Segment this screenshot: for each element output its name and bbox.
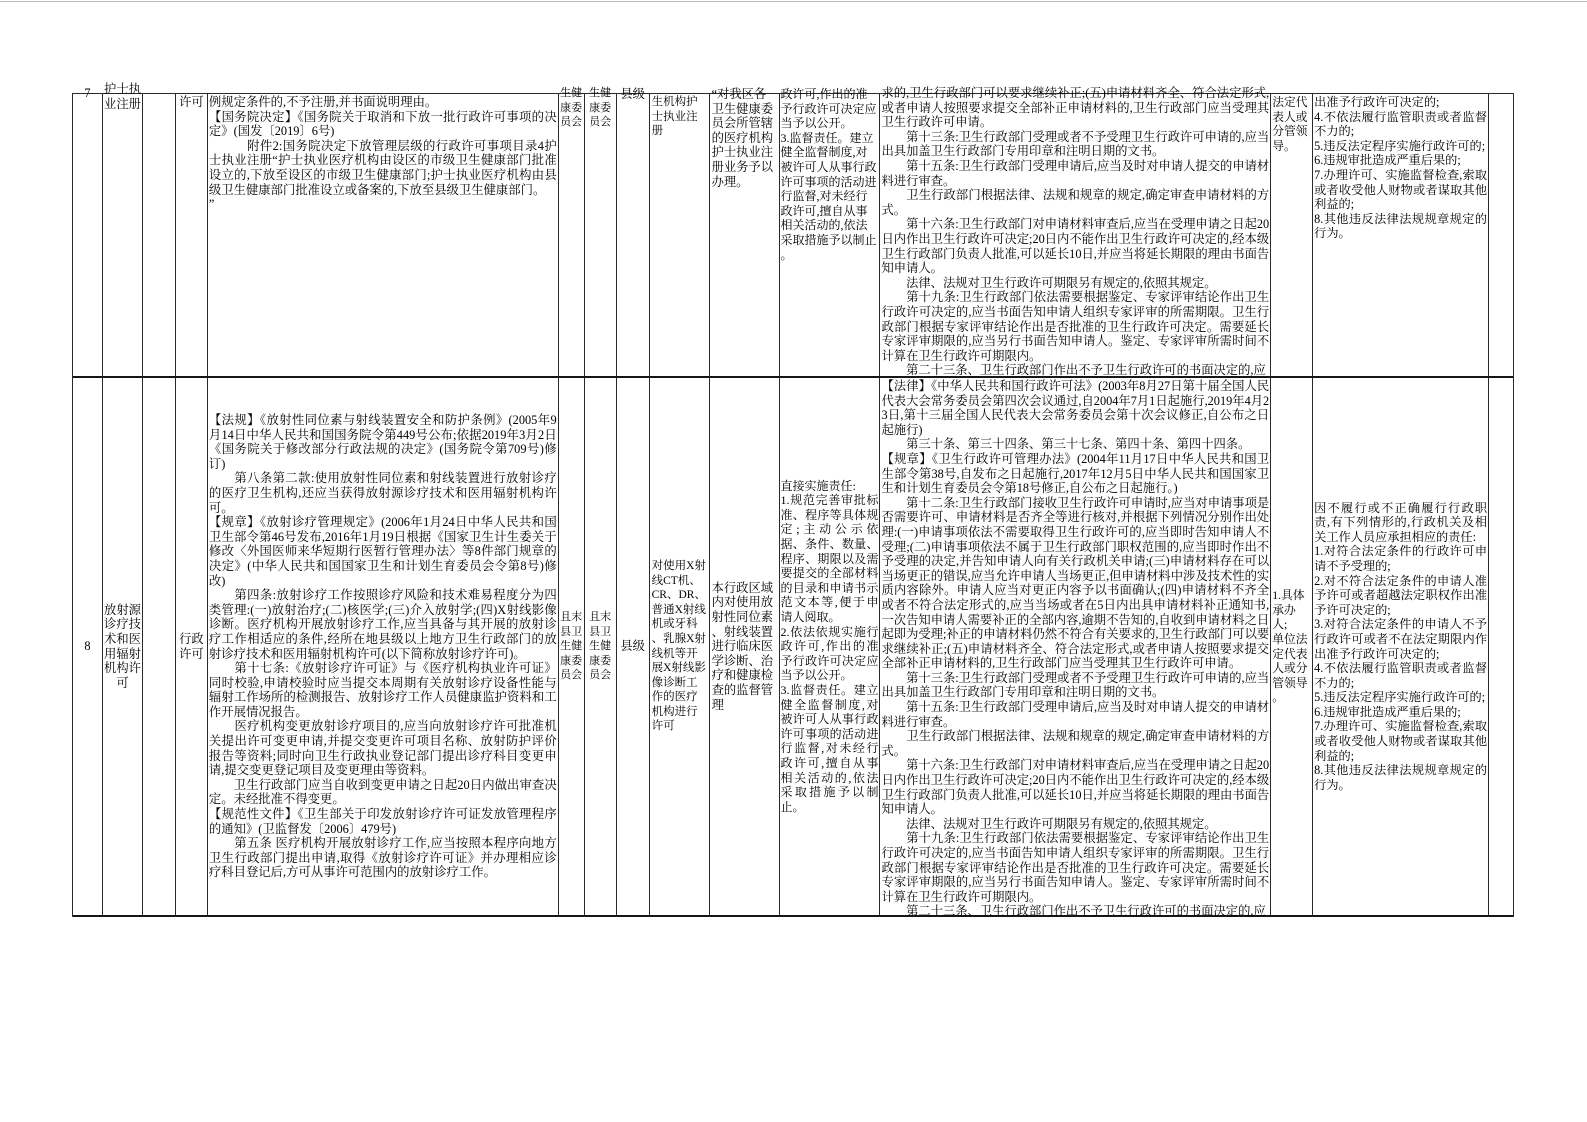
cell-accountability-basis: [880, 86, 1271, 378]
cell-implementing-agency: [559, 378, 585, 915]
cell-duty-items: [780, 87, 881, 376]
supervision-scope-text: “对我区各 卫生健康委 员会所管辖 的医疗机构 护士执业注 册业务予以 办理。: [711, 87, 774, 189]
exercising-agency-text: 生健 康委 员会: [589, 87, 612, 129]
legal-basis-text: 例规定条件的,不予注册,并书面说明理由。 【国务院决定】《国务院关于取消和下放一批行政许可事项的决定》(国发〔2019〕6号) 附件2:国务院决定下放管理层级的行政许可事项目录4护士执业注册“护士执业医疗机构由设区的市级卫生健康部门批准设立的,下放至设区的市级卫生健康部门;护士执业医疗机构由县级卫生健康部门批准设立或备案的,下放至县级卫生健康部门。 ”: [208, 95, 557, 212]
item-name-text: 放射源 诊疗技 术和医 用辐射 机构许 可: [104, 602, 141, 690]
accountability-situations-text: 因不履行或不正确履行行政职责,有下列情形的,行政机关及相关工作人员应承担相应的责任: 1.对符合法定条件的行政许可申请不予受理的; 2.对不符合法定条件的申请人准予许可或者超越法定职权作出准予许可决定的; 3.对符合法定条件的申请人不予行政许可或者不在法定期限内作出准予行政许可决定的; 4.不依法履行监管职责或者监督不力的; 5.违反法定程序实施行政许可的; 6.违规审批造成严重后果的; 7.办理许可、实施监督检查,索取或者收受他人财物或者谋取其他利益的; 8.其他违反法律法规规章规定的行为。: [1314, 500, 1488, 792]
row-number-text: 8: [84, 639, 91, 654]
accountability-situations-text: 出准予行政许可决定的; 4.不依法履行监管职责或者监督不力的; 5.违反法定程序实施行政许可的; 6.违规审批造成严重后果的; 7.办理许可、实施监督检查,索取或者收受他人财物或者谋取其他利益的; 8.其他违反法律法规规章规定的行为。: [1314, 95, 1488, 241]
cell-supervision-scope: [710, 378, 780, 915]
cell-item-name: [103, 82, 143, 376]
cell-accountability-situations: [1313, 94, 1489, 376]
row-number-text: 7: [84, 86, 91, 100]
licensing-items-table: [72, 82, 1514, 919]
cell-accountability-situations: [1313, 378, 1489, 915]
permit-scope-text: 生机构护 士执业注 册: [651, 96, 698, 138]
table-row-7: [73, 82, 1513, 378]
cell-row-number: [73, 378, 103, 915]
cell-responsible-persons: [1271, 378, 1313, 915]
cell-permit-scope: [650, 378, 710, 915]
cell-duty-items: [780, 378, 881, 915]
cell-supervision-scope: [710, 87, 780, 376]
cell-permit-scope: [650, 94, 710, 376]
cell-item-name: [103, 378, 143, 915]
cell-level: [617, 378, 650, 915]
page-top-rule: [0, 1, 1587, 2]
duty-items-text: 政许可,作出的准 予行政许可决定应 当予以公开。 3.监督责任。建立 健全监督制度,对 被许可人从事行政 许可事项的活动进 行监督,对未经行 政许可,擅自从事 相关活动的,依法 采取措施予以制止 。: [780, 87, 877, 262]
cell-permit-type: [176, 94, 208, 376]
accountability-basis-text: 【法律】《中华人民共和国行政许可法》(2003年8月27日第十届全国人民代表大会常务委员会第四次会议通过,自2004年7月1日起施行,2019年4月23日,第十三届全国人民代表大会常务委员会第十次会议修正,自公布之日起施行) 第三十条、第三十四条、第三十七条、第四十条、第四十四条。 【规章】《卫生行政许可管理办法》(2004年11月17日中华人民共和国卫生部令第38号,自发布之日起施行,2017年12月5日中华人民共和国国家卫生和计划生育委员会令第18号修正,自公布之日起施行。) 第十二条:卫生行政部门接收卫生行政许可申请时,应当对申请事项是否需要许可、申请材料是否齐全等进行核对,并根据下列情况分别作出处理:(一)申请事项依法不需要取得卫生行政许可的,应当即时告知申请人不受理;(二)申请事项依法不属于卫生行政部门职权范围的,应当即时作出不予受理的决定,并告知申请人向有关行政机关申请;(三)申请材料存在可以当场更正的错误,应当允许申请人当场更正,但申请材料中涉及技术性的实质内容除外。申请人应当对更正内容予以书面确认;(四)申请材料不齐全或者不符合法定形式的,应当当场或者在5日内出具申请材料补正通知书,一次告知申请人需要补正的全部内容,逾期不告知的,自收到申请材料之日起即为受理;补正的申请材料仍然不符合有关要求的,卫生行政部门可以要求继续补正;(五)申请材料齐全、符合法定形式,或者申请人按照要求提交全部补正申请材料的,卫生行政部门应当受理其卫生行政许可申请。 第十三条:卫生行政部门受理或者不予受理卫生行政许可申请的,应当出具加盖卫生行政部门专用印章和注明日期的文书。 第十五条:卫生行政部门受理申请后,应当及时对申请人提交的申请材料进行审查。 卫生行政部门根据法律、法规和规章的规定,确定审查申请材料的方式。 第十六条:卫生行政部门对申请材料审查后,应当在受理申请之日起20日内作出卫生行政许可决定;20日内不能作出卫生行政许可决定的,经本级卫生行政部门负责人批准,可以延长10日,并应当将延长期限的理由书面告知申请人。 法律、法规对卫生行政许可期限另有规定的,依照其规定。 第十九条:卫生行政部门依法需要根据鉴定、专家评审结论作出卫生行政许可决定的,应当书面告知申请人组织专家评审的所需期限。卫生行政部门根据专家评审结论作出是否批准的卫生行政许可决定。需要延长专家评审期限的,应当另行书面告知申请人。鉴定、专家评审所需时间不计算在卫生行政许可期限内。 第二十三条、卫生行政部门作出不予卫生行政许可的书面决定的,应: [881, 379, 1270, 919]
duty-items-text: 直接实施责任: 1.规范完善审批标准、程序等具体规定;主动公示依据、条件、数量、程序、期限以及需要提交的全部材料的目录和申请书示范文本等,便于申请人阅取。 2.依法依规实施行政许可,作出的准予行政许可决定应当予以公开。 3.监督责任。建立健全监督制度,对被许可人从事行政许可事项的活动进行监督,对未经行政许可,擅自从事相关活动的,依法采取措施予以制止。: [780, 478, 879, 814]
item-name-text: 护士执 业注册: [104, 82, 141, 111]
permit-type-text: 许可: [179, 95, 204, 109]
cell-legal-basis: [208, 378, 559, 915]
cell-exercising-agency: [585, 87, 617, 376]
cell-legal-basis: [208, 94, 559, 376]
exercising-agency-text: 且末 县卫 生健 康委 员会: [589, 611, 612, 682]
implementing-agency-text: 且末 县卫 生健 康委 员会: [560, 611, 583, 682]
responsible-persons-text: 法定代 表人或 分管领 导。: [1272, 95, 1308, 153]
implementing-agency-text: 生健 康委 员会: [560, 87, 583, 129]
cell-remarks: [1489, 94, 1513, 376]
cell-exercising-agency: [585, 378, 617, 915]
supervision-scope-text: 本行政区域 内对使用放 射性同位素 、射线装置 进行临床医 学诊断、治 疗和健康检 查的监督管 理: [711, 580, 774, 712]
permit-type-text: 行政 许可: [179, 631, 204, 661]
level-text: 县级: [620, 639, 645, 654]
cell-blank: [143, 94, 176, 376]
table-row-8: [73, 378, 1513, 917]
level-text: 县级: [620, 87, 645, 101]
cell-accountability-basis: [880, 378, 1271, 919]
responsible-persons-text: 1.具体 承办 人; 单位法 定代表 人或分 管领导 。: [1272, 588, 1308, 705]
cell-responsible-persons: [1271, 94, 1313, 376]
cell-remarks: [1489, 378, 1513, 915]
cell-row-number: [73, 86, 103, 376]
legal-basis-text: 【法规】《放射性同位素与射线装置安全和防护条例》(2005年9月14日中华人民共和国国务院令第449号公布;依据2019年3月2日《国务院关于修改部分行政法规的决定》(国务院令第709号)修订) 第八条第二款:使用放射性同位素和射线装置进行放射诊疗的医疗卫生机构,还应当获得放射源诊疗技术和医用辐射机构许可。 【规章】《放射诊疗管理规定》(2006年1月24日中华人民共和国卫生部令第46号发布,2016年1月19日根据《国家卫生计生委关于修改〈外国医师来华短期行医暂行管理办法〉等8件部门规章的决定》(中华人民共和国国家卫生和计划生育委员会令第8号)修改) 第四条:放射诊疗工作按照诊疗风险和技术难易程度分为四类管理:(一)放射治疗;(二)核医学;(三)介入放射学;(四)X射线影像诊断。医疗机构开展放射诊疗工作,应当具备与其开展的放射诊疗工作相适应的条件,经所在地县级以上地方卫生行政部门的放射诊疗技术和医用辐射机构许可(以下简称放射诊疗许可)。 第十七条:《放射诊疗许可证》与《医疗机构执业许可证》同时校验,申请校验时应当提交本周期有关放射诊疗设备性能与辐射工作场所的检测报告、放射诊疗工作人员健康监护资料和工作开展情况报告。 医疗机构变更放射诊疗项目的,应当向放射诊疗许可批准机关提出许可变更申请,并提交变更许可项目名称、放射防护评价报告等资料;同时向卫生行政执业登记部门提出诊疗科目变更申请,提交变更登记项目及变更理由等资料。 卫生行政部门应当自收到变更申请之日起20日内做出审查决定。未经批准不得变更。 【规范性文件】《卫生部关于印发放射诊疗许可证发放管理程序的通知》(卫监督发〔2006〕479号) 第五条 医疗机构开展放射诊疗工作,应当按照本程序向地方卫生行政部门提出申请,取得《放射诊疗许可证》并办理相应诊疗科目登记后,方可从事许可范围内的放射诊疗工作。: [208, 413, 557, 880]
cell-implementing-agency: [559, 87, 585, 376]
cell-permit-type: [176, 378, 208, 915]
permit-scope-text: 对使用X射 线CT机、 CR、DR、 普通X射线 机或牙科 、乳腺X射 线机等开 展X射线影 像诊断工 作的医疗 机构进行 许可: [651, 559, 706, 733]
cell-level: [617, 87, 650, 376]
cell-blank: [143, 378, 176, 915]
accountability-basis-text: 求的,卫生行政部门可以要求继续补正;(五)申请材料齐全、符合法定形式,或者申请人按照要求提交全部补正申请材料的,卫生行政部门应当受理其卫生行政许可申请。 第十三条:卫生行政部门受理或者不予受理卫生行政许可申请的,应当出具加盖卫生行政部门专用印章和注明日期的文书。 第十五条:卫生行政部门受理申请后,应当及时对申请人提交的申请材料进行审查。 卫生行政部门根据法律、法规和规章的规定,确定审查申请材料的方式。 第十六条:卫生行政部门对申请材料审查后,应当在受理申请之日起20日内作出卫生行政许可决定;20日内不能作出卫生行政许可决定的,经本级卫生行政部门负责人批准,可以延长10日,并应当将延长期限的理由书面告知申请人。 法律、法规对卫生行政许可期限另有规定的,依照其规定。 第十九条:卫生行政部门依法需要根据鉴定、专家评审结论作出卫生行政许可决定的,应当书面告知申请人组织专家评审的所需期限。卫生行政部门根据专家评审结论作出是否批准的卫生行政许可决定。需要延长专家评审期限的,应当另行书面告知申请人。鉴定、专家评审所需时间不计算在卫生行政许可期限内。 第二十三条、卫生行政部门作出不予卫生行政许可的书面决定的,应: [881, 86, 1270, 378]
